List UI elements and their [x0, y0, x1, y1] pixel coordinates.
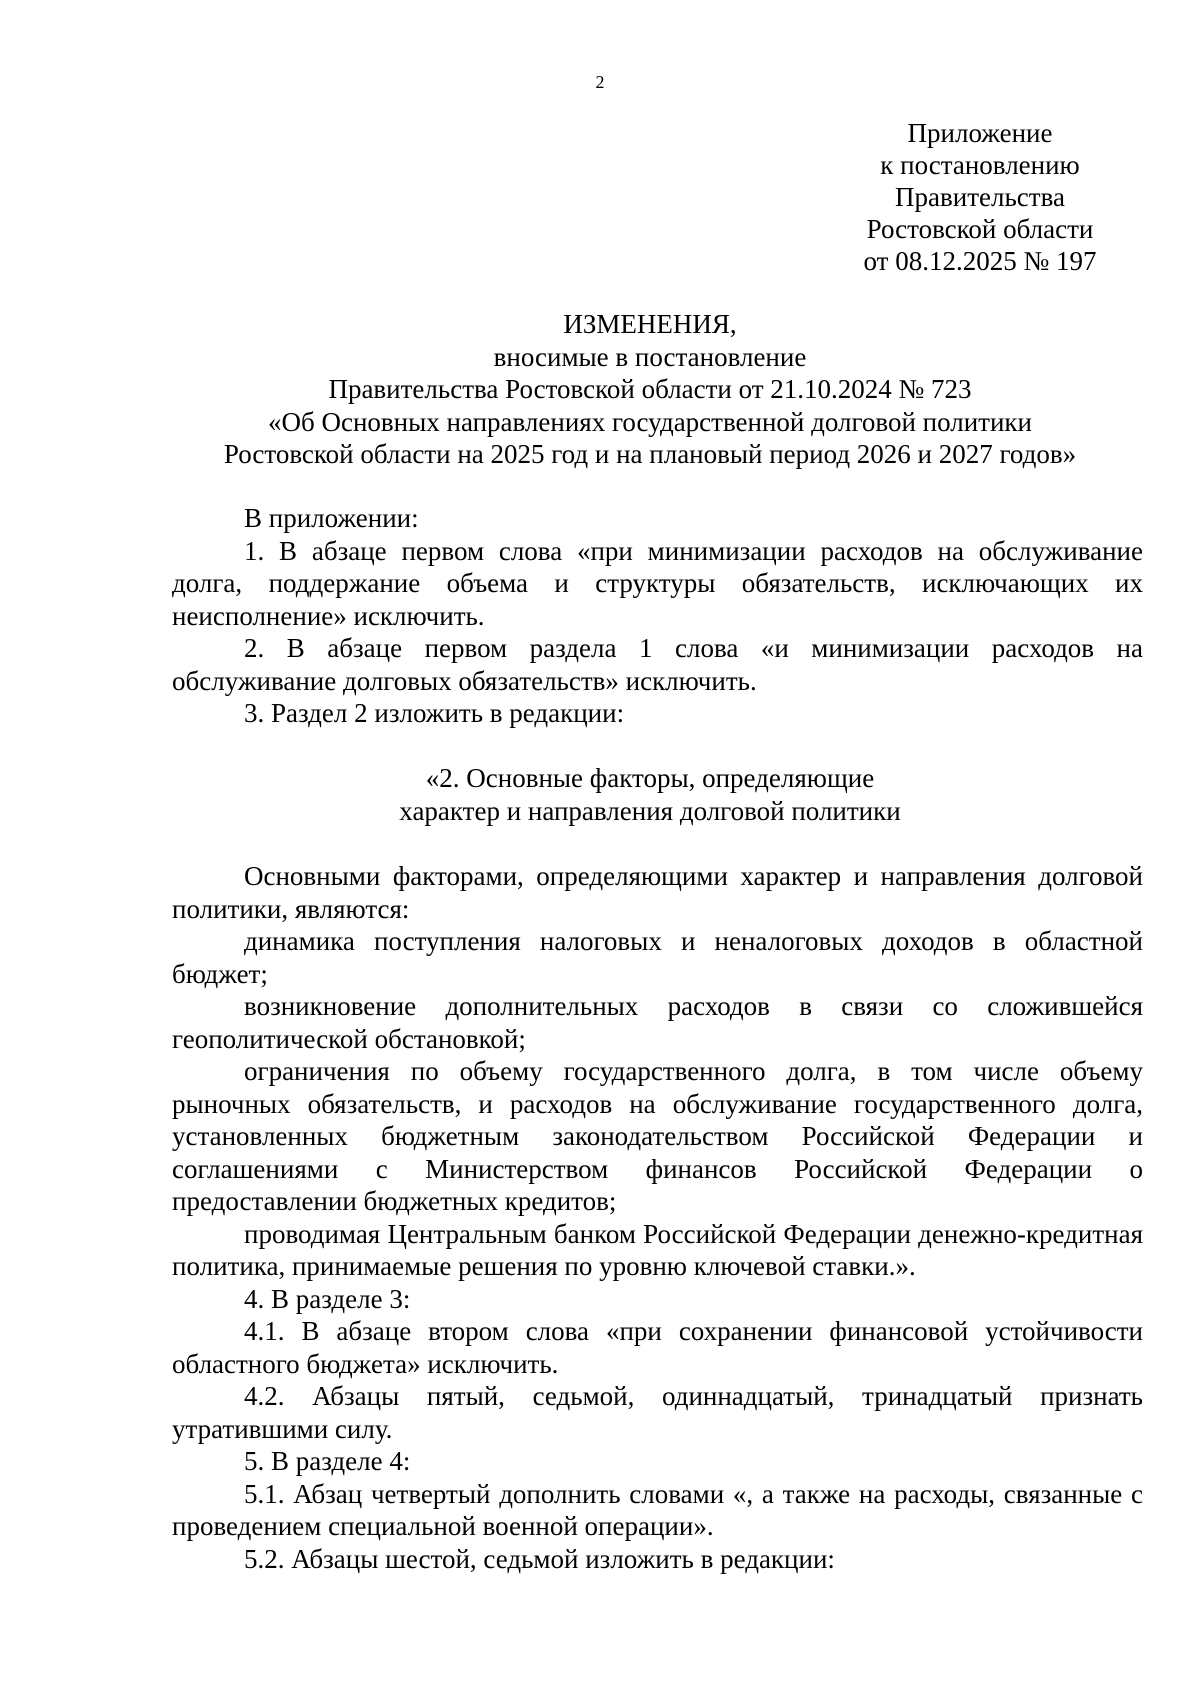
paragraph: 5.2. Абзацы шестой, седьмой изложить в редакции: — [244, 1543, 835, 1574]
section-2-text — [172, 860, 1143, 1575]
annex-line: Правительства — [895, 182, 1065, 212]
annex-line: от 08.12.2025 № 197 — [863, 246, 1097, 276]
annex-line: Приложение — [907, 118, 1053, 148]
section-2-heading — [160, 762, 1140, 827]
paragraph: возникновение дополнительных расходов в связи со сложившейся геополитической обстановкой; — [172, 991, 1143, 1054]
section-heading-line: «2. Основные факторы, определяющие — [425, 763, 875, 793]
annex-line: Ростовской области — [866, 214, 1094, 244]
paragraph: 3. Раздел 2 изложить в редакции: — [244, 698, 625, 728]
paragraph: 5. В разделе 4: — [244, 1446, 411, 1476]
paragraph: 4.1. В абзаце втором слова «при сохранении финансовой устойчивости областного бюджета» исключить. — [172, 1316, 1143, 1379]
paragraph: ограничения по объему государственного долга, в том числе объему рыночных обязательств, и расходов на обслуживание государственного долга, установленных бюджетным законодательством Российской Федерации и соглашениями с Министерством финансов Российской Федерации о предоставлении бюджетных кредитов; — [172, 1056, 1143, 1216]
paragraph: 5.1. Абзац четвертый дополнить словами «, а также на расходы, связанные с проведением специальной военной операции». — [172, 1478, 1143, 1541]
section-heading-line: характер и направления долговой политики — [399, 795, 901, 826]
paragraph: динамика поступления налоговых и неналоговых доходов в областной бюджет; — [172, 926, 1143, 989]
paragraph: Основными факторами, определяющими характер и направления долговой политики, являются: — [172, 861, 1143, 924]
title-line: Правительства Ростовской области от 21.10.2024 № 723 — [328, 374, 972, 404]
paragraph: 4. В разделе 3: — [244, 1283, 411, 1314]
paragraph: 2. В абзаце первом раздела 1 слова «и минимизации расходов на обслуживание долговых обязательств» исключить. — [172, 633, 1143, 696]
title-line: вносимые в постановление — [493, 341, 807, 372]
paragraph: 1. В абзаце первом слова «при минимизации расходов на обслуживание долга, поддержание объема и структуры обязательств, исключающих их неисполнение» исключить. — [172, 535, 1143, 631]
document-title — [160, 308, 1140, 471]
paragraph: проводимая Центральным банком Российской Федерации денежно-кредитная политика, принимаемые решения по уровню ключевой ставки.». — [172, 1218, 1143, 1281]
title-line: Ростовской области на 2025 год и на плановый период 2026 и 2027 годов» — [223, 439, 1077, 469]
paragraph: 4.2. Абзацы пятый, седьмой, одиннадцатый, тринадцатый признать утратившими силу. — [172, 1381, 1143, 1444]
title-line: «Об Основных направлениях государственной долговой политики — [268, 406, 1032, 437]
title-heading: ИЗМЕНЕНИЯ, — [563, 309, 737, 339]
intro-text — [172, 502, 1143, 730]
page-number: 2 — [595, 72, 605, 92]
annex-line: к постановлению — [880, 150, 1080, 180]
annex-header — [840, 117, 1120, 277]
paragraph: В приложении: — [244, 503, 419, 533]
